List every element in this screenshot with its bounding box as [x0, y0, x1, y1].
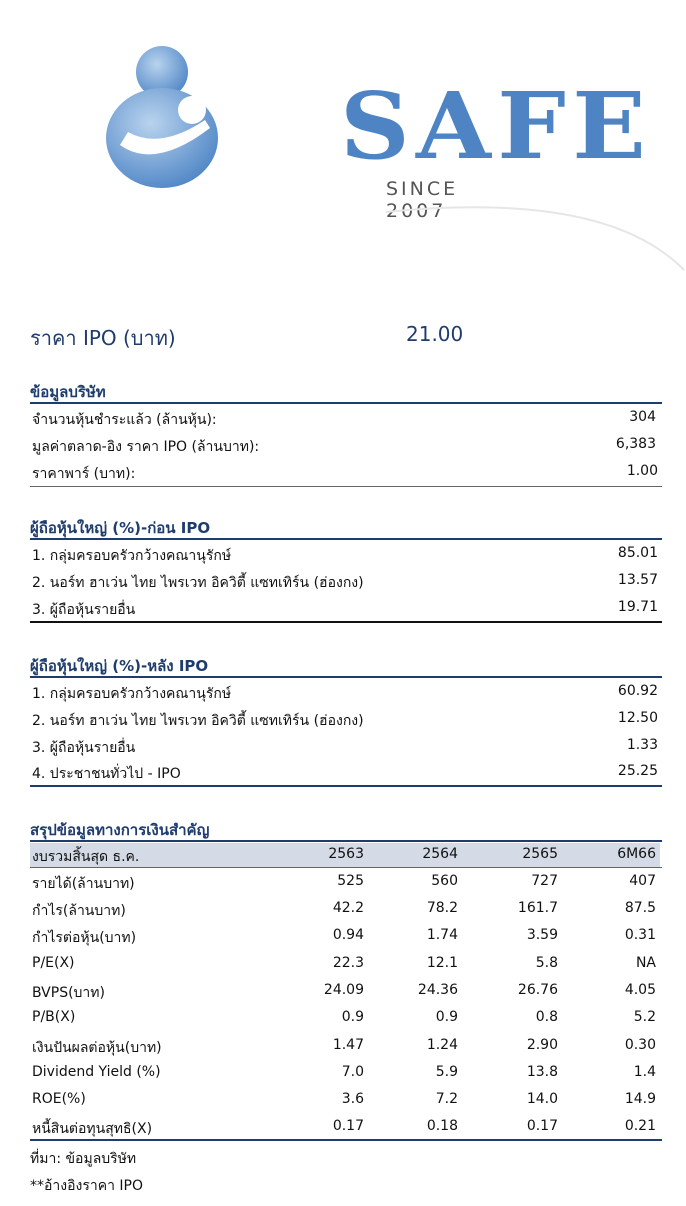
- cell: 161.7: [517, 900, 558, 916]
- cell: 2.90: [526, 1037, 558, 1053]
- cell: 14.9: [624, 1091, 656, 1107]
- ipo-price-value: 21.00: [406, 322, 464, 346]
- cell: 7.0: [341, 1064, 364, 1080]
- table-row: [30, 1061, 660, 1087]
- cell: 78.2: [426, 900, 458, 916]
- header-cell: 6M66: [617, 846, 656, 862]
- table-row: [30, 1115, 660, 1141]
- cell: Dividend Yield (%): [32, 1064, 161, 1080]
- header-cell: 2563: [328, 846, 364, 862]
- divider: [30, 538, 662, 540]
- table-row: [30, 870, 660, 896]
- row-label: 2. นอร์ท ฮาเว่น ไทย ไพรเวท อิควิตี้ แซทเทิร์น (ฮ่องกง): [32, 575, 364, 591]
- cell: 3.59: [526, 927, 558, 943]
- ipo-price-label: ราคา IPO (บาท): [30, 326, 176, 350]
- row-value: 1.00: [626, 463, 658, 479]
- cell: 1.4: [633, 1064, 656, 1080]
- cell: 5.2: [633, 1009, 656, 1025]
- cell: 24.36: [417, 982, 458, 998]
- cell: 4.05: [624, 982, 656, 998]
- row-value: 19.71: [617, 599, 658, 615]
- cell: 1.47: [332, 1037, 364, 1053]
- mother-child-logo-icon: [100, 40, 250, 190]
- cell: 24.09: [323, 982, 364, 998]
- table-row: [30, 1034, 660, 1060]
- post-ipo-title: ผู้ถือหุ้นใหญ่ (%)-หลัง IPO: [30, 657, 209, 675]
- cell: กำไรต่อหุ้น(บาท): [32, 930, 137, 946]
- cell: ROE(%): [32, 1091, 86, 1107]
- company-row: [30, 463, 658, 485]
- table-row: [30, 979, 660, 1005]
- cell: 0.9: [435, 1009, 458, 1025]
- cell: 5.9: [435, 1064, 458, 1080]
- cell: P/E(X): [32, 955, 75, 971]
- cell: 26.76: [517, 982, 558, 998]
- cell: เงินปันผลต่อหุ้น(บาท): [32, 1040, 162, 1056]
- row-value: 6,383: [615, 436, 656, 452]
- source-note: ที่มา: ข้อมูลบริษัท: [30, 1151, 137, 1167]
- row-value: 85.01: [617, 545, 658, 561]
- cell: 42.2: [332, 900, 364, 916]
- row-label: มูลค่าตลาด-อิง ราคา IPO (ล้านบาท):: [32, 439, 260, 455]
- table-row: [30, 1006, 660, 1032]
- company-info-title: ข้อมูลบริษัท: [30, 383, 106, 401]
- cell: NA: [635, 955, 656, 971]
- header-cell: 2565: [522, 846, 558, 862]
- row-value: 12.50: [617, 710, 658, 726]
- cell: 0.18: [426, 1118, 458, 1134]
- row-value: 1.33: [626, 737, 658, 753]
- row-value: 13.57: [617, 572, 658, 588]
- shareholder-row: [30, 683, 658, 705]
- cell: BVPS(บาท): [32, 985, 105, 1001]
- cell: 0.21: [624, 1118, 656, 1134]
- row-label: จำนวนหุ้นชำระแล้ว (ล้านหุ้น):: [32, 412, 217, 428]
- shareholder-row: [30, 545, 658, 567]
- divider: [30, 486, 662, 487]
- cell: 0.94: [332, 927, 364, 943]
- cell: 0.9: [341, 1009, 364, 1025]
- financial-summary-title: สรุปข้อมูลทางการเงินสำคัญ: [30, 821, 210, 839]
- decorative-curve: [386, 200, 686, 290]
- table-row: [30, 1088, 660, 1114]
- row-value: 304: [629, 409, 656, 425]
- company-row: [30, 436, 658, 458]
- row-label: 2. นอร์ท ฮาเว่น ไทย ไพรเวท อิควิตี้ แซทเทิร์น (ฮ่องกง): [32, 713, 364, 729]
- cell: 1.24: [426, 1037, 458, 1053]
- divider: [30, 402, 662, 404]
- cell: P/B(X): [32, 1009, 76, 1025]
- divider: [30, 867, 662, 868]
- shareholder-row: [30, 599, 658, 621]
- cell: หนี้สินต่อทุนสุทธิ(X): [32, 1121, 153, 1137]
- cell: 0.31: [624, 927, 656, 943]
- cell: 14.0: [526, 1091, 558, 1107]
- cell: กำไร(ล้านบาท): [32, 903, 126, 919]
- header-cell: งบรวมสิ้นสุด ธ.ค.: [32, 849, 140, 865]
- cell: 12.1: [426, 955, 458, 971]
- cell: 5.8: [535, 955, 558, 971]
- header-cell: 2564: [422, 846, 458, 862]
- cell: 13.8: [526, 1064, 558, 1080]
- logo-tagline: SINCE 2007: [386, 178, 459, 222]
- cell: 0.8: [535, 1009, 558, 1025]
- financial-table-header: [30, 843, 660, 867]
- cell: 0.30: [624, 1037, 656, 1053]
- row-value: 25.25: [617, 763, 658, 779]
- divider: [30, 621, 662, 623]
- divider: [30, 676, 662, 678]
- cell: 87.5: [624, 900, 656, 916]
- pre-ipo-title: ผู้ถือหุ้นใหญ่ (%)-ก่อน IPO: [30, 519, 211, 537]
- table-row: [30, 924, 660, 950]
- shareholder-row: [30, 737, 658, 759]
- table-row: [30, 897, 660, 923]
- cell: รายได้(ล้านบาท): [32, 876, 135, 892]
- shareholder-row: [30, 572, 658, 594]
- logo-wordmark: SAFE: [340, 72, 653, 180]
- row-label: 3. ผู้ถือหุ้นรายอื่น: [32, 602, 136, 618]
- cell: 3.6: [341, 1091, 364, 1107]
- cell: 525: [337, 873, 364, 889]
- row-label: 3. ผู้ถือหุ้นรายอื่น: [32, 740, 136, 756]
- shareholder-row: [30, 710, 658, 732]
- cell: 1.74: [426, 927, 458, 943]
- company-logo: [100, 40, 653, 222]
- divider: [30, 840, 662, 842]
- cell: 0.17: [526, 1118, 558, 1134]
- company-row: [30, 409, 658, 431]
- cell: 727: [531, 873, 558, 889]
- row-label: 1. กลุ่มครอบครัวกว้างคณานุรักษ์: [32, 686, 232, 702]
- cell: 0.17: [332, 1118, 364, 1134]
- row-label: 1. กลุ่มครอบครัวกว้างคณานุรักษ์: [32, 548, 232, 564]
- table-row: [30, 952, 660, 978]
- footnote: **อ้างอิงราคา IPO: [30, 1178, 143, 1194]
- cell: 407: [629, 873, 656, 889]
- cell: 22.3: [332, 955, 364, 971]
- cell: 7.2: [435, 1091, 458, 1107]
- divider: [30, 1139, 662, 1141]
- divider: [30, 785, 662, 787]
- row-label: 4. ประชาชนทั่วไป - IPO: [32, 766, 181, 782]
- cell: 560: [431, 873, 458, 889]
- row-value: 60.92: [617, 683, 658, 699]
- row-label: ราคาพาร์ (บาท):: [32, 466, 136, 482]
- shareholder-row: [30, 763, 658, 785]
